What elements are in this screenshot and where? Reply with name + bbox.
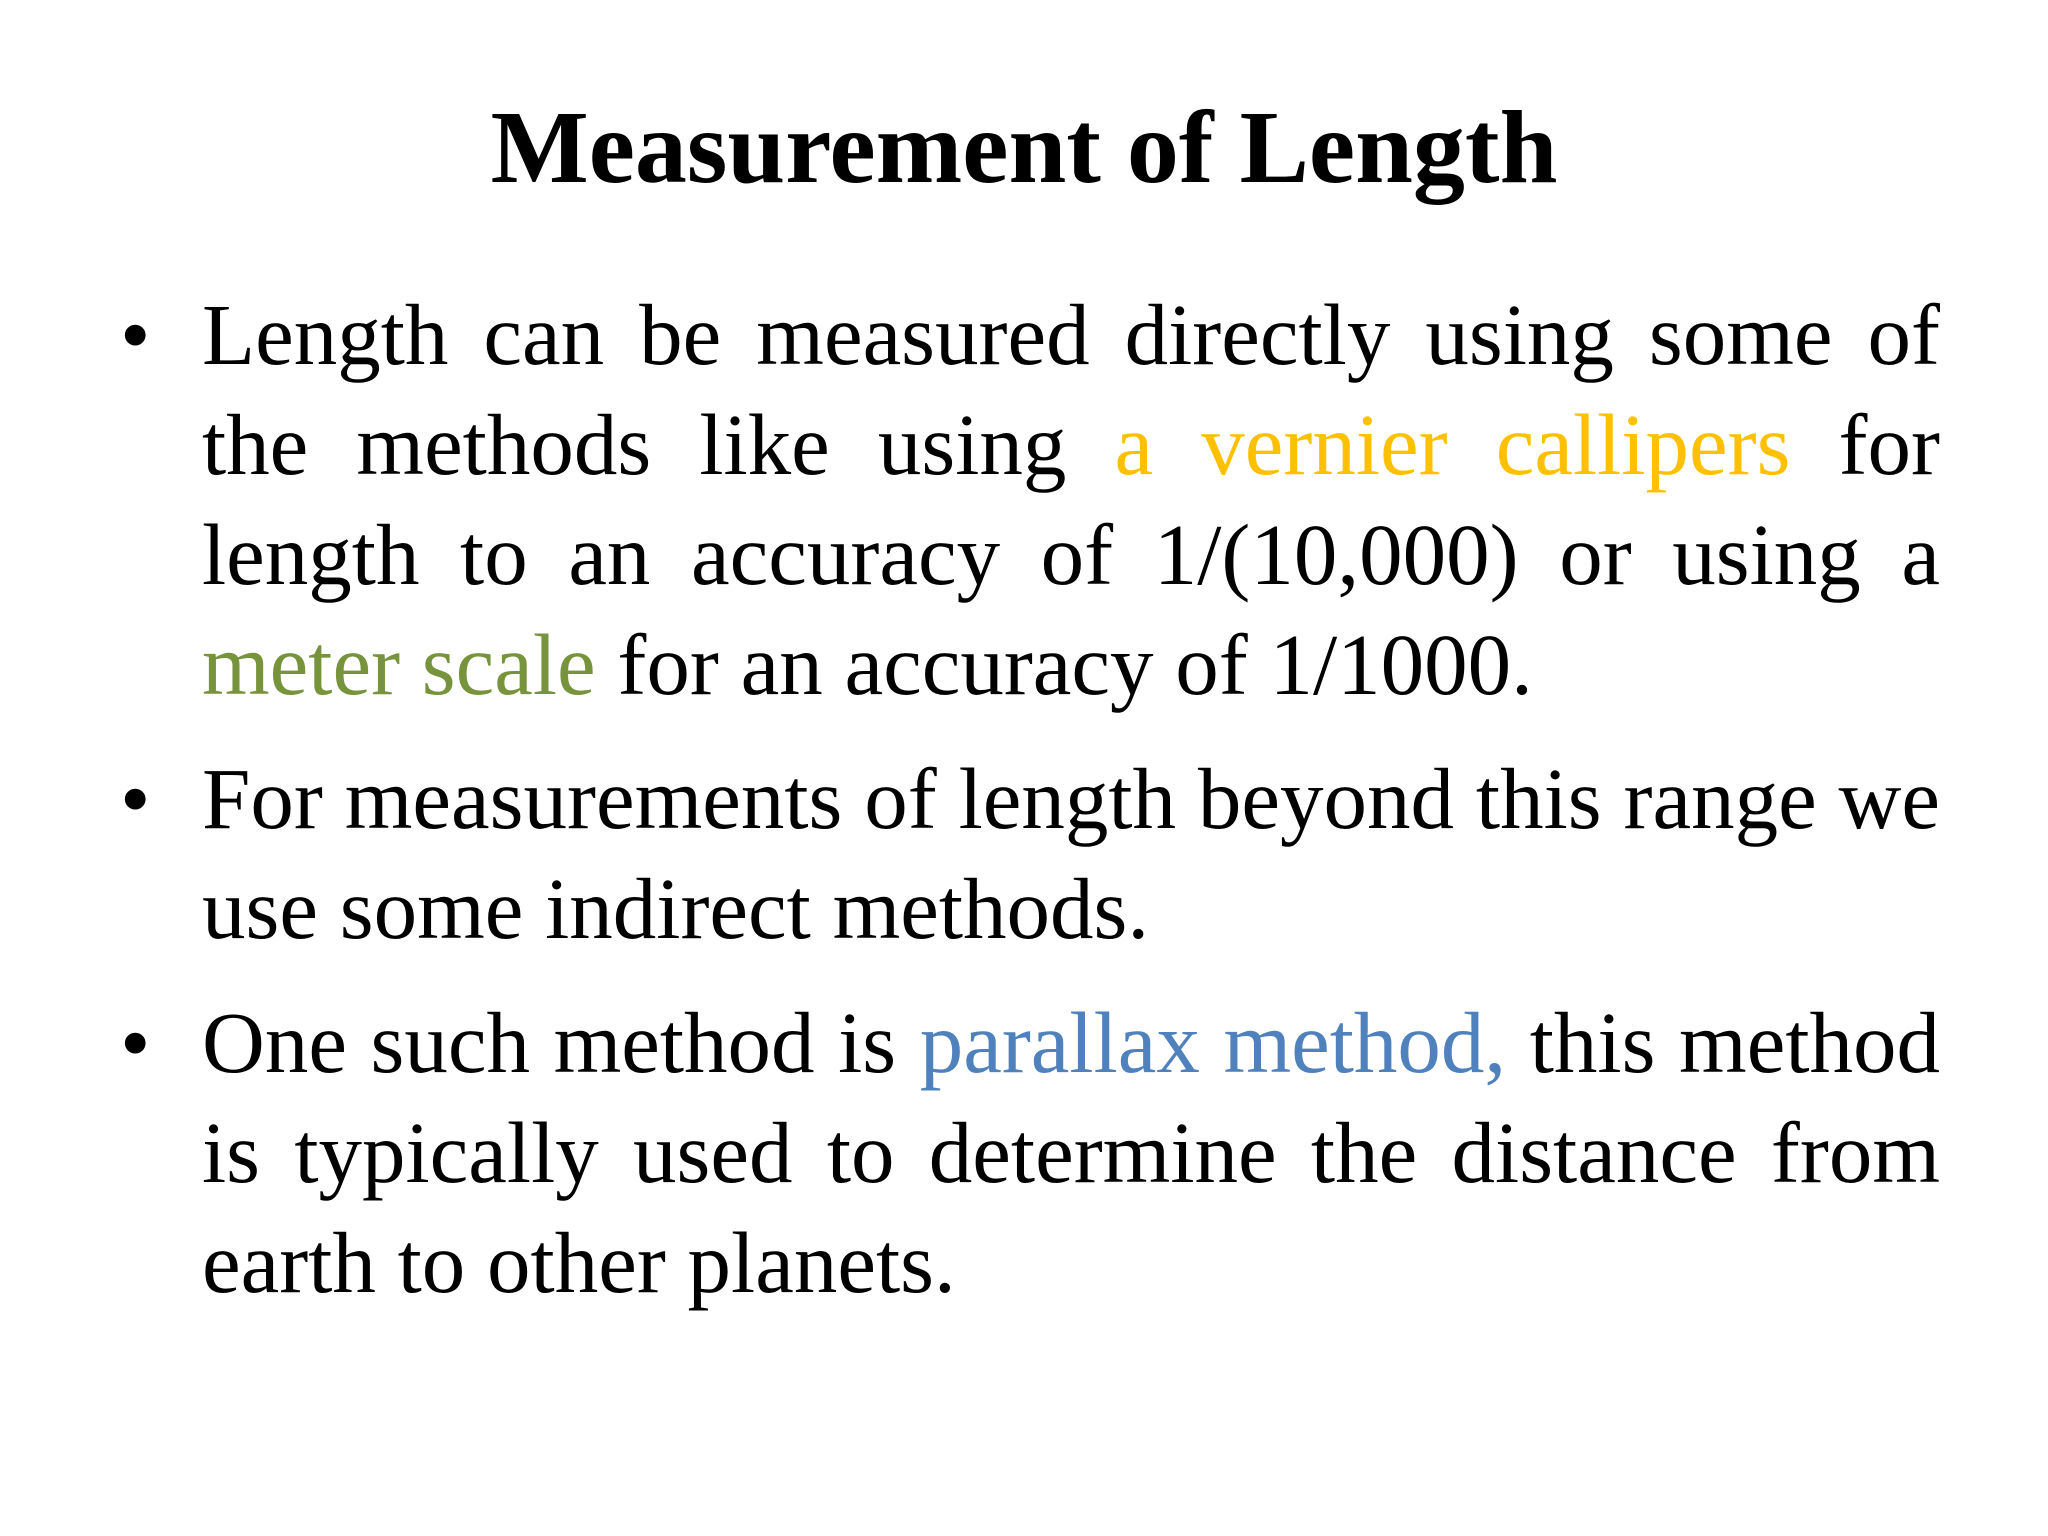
bullet-text: For measurements of length beyond this range we use some indirect methods. xyxy=(202,750,1940,957)
bullet-item-parallax xyxy=(120,988,1940,1318)
slide-title: Measurement of Length xyxy=(490,90,1558,205)
bullet-list xyxy=(120,280,1940,1342)
bullet-icon: • xyxy=(120,750,151,847)
highlight-vernier-callipers: a vernier callipers xyxy=(1114,396,1791,493)
bullet-text: Length can be measured directly using some of the methods like using xyxy=(202,286,1940,493)
bullet-text: for length to an accuracy of 1/(10,000) or using a xyxy=(202,396,1940,603)
bullet-text: One such method is xyxy=(202,994,920,1091)
bullet-icon: • xyxy=(120,994,151,1091)
bullet-text: this method is typically used to determine the distance from earth to other planets. xyxy=(202,994,1940,1311)
bullet-icon: • xyxy=(120,286,151,383)
highlight-parallax-method: parallax method, xyxy=(919,994,1507,1091)
bullet-item-direct-measurement xyxy=(120,280,1940,720)
highlight-meter-scale: meter scale xyxy=(202,616,596,713)
bullet-item-indirect-methods xyxy=(120,744,1940,964)
bullet-text: for an accuracy of 1/1000. xyxy=(595,616,1533,713)
